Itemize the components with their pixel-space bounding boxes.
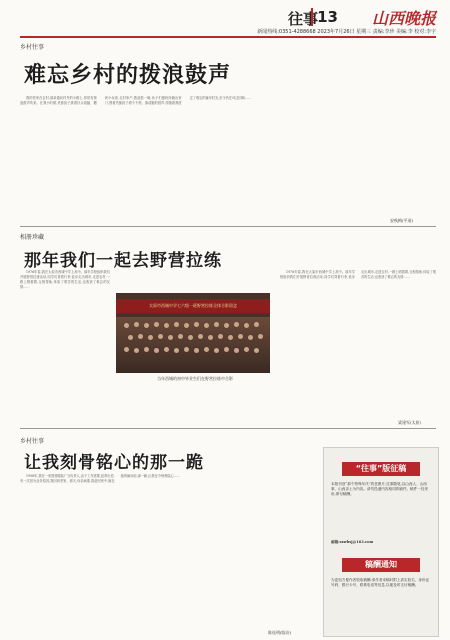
sidebar-title-2: 稿酬通知 [342, 558, 420, 572]
divider [20, 428, 436, 429]
article2-headline: 那年我们一起去野营拉练 [24, 251, 222, 271]
photo-banner: 太原市西城中学七六级一班野营拉练全体合影留念 [116, 299, 270, 313]
article2-body [20, 270, 110, 420]
header-info-line: 新闻热线:0351-4288668 2023年7月26日 星期三 责编:李珍 美编:李 校对:李宇 [257, 29, 436, 35]
photo-caption: 当年西城的初中毕业生们在野营拉练中合影 [157, 376, 233, 381]
article1-headline: 难忘乡村的拨浪鼓声 [24, 63, 232, 88]
sidebar-email[interactable]: 邮箱:sxwbsj@163.com [331, 540, 374, 544]
article3-paragraph: 1998年,我在一家国营服装厂当负责人,由于工作需要,经常出差,有一次因为业务原因,我回到老家。那天,母亲病重,我赶回家中,跪在她的病床前,那一跪,让我至今刻骨铭心…… [20, 474, 181, 483]
article1-body [20, 96, 436, 218]
sidebar-text-2: 为更加方便作者领取稿酬,请作者来稿时附上真实姓名、身份证号码、银行卡号、联系电话等信息,以便及时支付稿酬。 [331, 578, 430, 588]
photo-crowd [116, 317, 270, 373]
article3-byline: 陈连明(临汾) [268, 630, 292, 635]
section-title: 往事 [287, 10, 318, 28]
page-header [20, 6, 436, 38]
article2-paragraph: 1976年春,我在太原市西城中学上高中。那年学校组织我们开展野营拉练活动,同学们背着行李,徒步走出城市,走进农村,一路上唱着歌,互相帮助,体验了艰苦的生活,也收获了难忘的友情…… [280, 270, 436, 279]
article1-paragraph: 我的老家在农村,那条通向村外的小路上,常常有拨浪鼓声传来。在我小时候,货郎担子挑着针头线脑、糖块小玩意,走村串户,拨浪鼓一响,孩子们便纷纷跑出家门,围着货郎担子看个不停。那清脆的鼓声,伴随着我度过了难忘的童年时光,至今仍在耳边回响…… [20, 96, 252, 105]
article2-byline: 梁建军(太原) [398, 420, 422, 425]
article3-body [20, 474, 316, 632]
article2-body-continued [280, 270, 436, 420]
masthead-logo: 山西晚报 [371, 9, 436, 28]
group-photo [116, 293, 270, 373]
column-label: 乡村往事 [20, 438, 45, 445]
article1-byline: 安秋梅(平遥) [390, 218, 414, 223]
article3-headline: 让我刻骨铭心的那一跪 [24, 453, 204, 473]
column-label: 乡村往事 [20, 44, 45, 51]
column-label: 相册珍藏 [20, 234, 45, 241]
page-number: 13 [311, 8, 338, 26]
article2-paragraph: 1976年春,我在太原市西城中学上高中。那年学校组织我们开展野营拉练活动,同学们背着行李,徒步走出城市,走进农村,一路上唱着歌,互相帮助,体验了艰苦的生活,也收获了难忘的友情…… [20, 270, 110, 289]
sidebar-text: 本版刊登“那个特殊年代”的老照片;往事随笔,以山西人、山西事、山西亲土为内容。请勿投递内容相同的稿件。稿件一经采用,即付稿酬。 [331, 482, 429, 497]
call-for-submissions-box [323, 447, 439, 637]
sidebar-title: “往事”版征稿 [342, 462, 420, 476]
divider [20, 226, 436, 227]
